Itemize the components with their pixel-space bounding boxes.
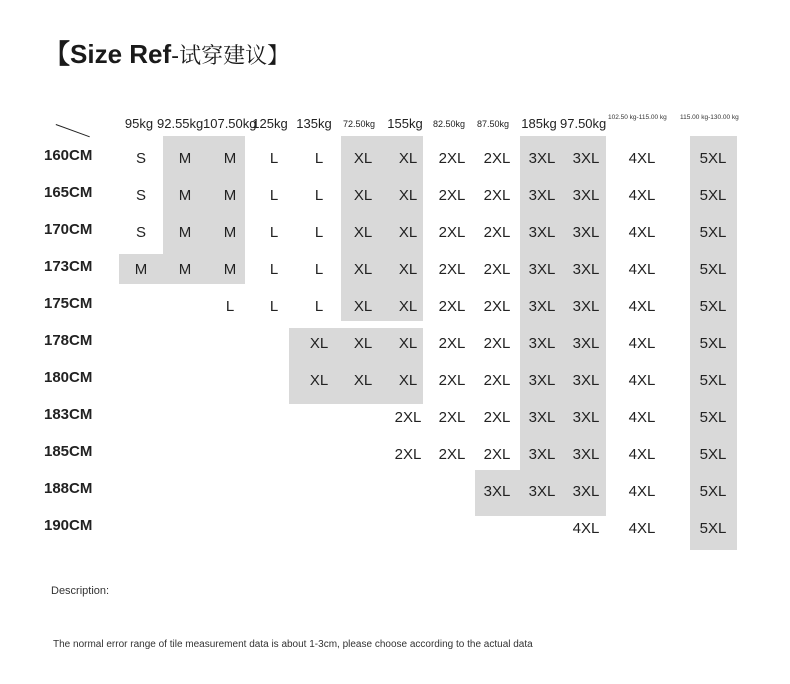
weight-header: 107.50kg bbox=[203, 116, 257, 131]
size-cell: L bbox=[269, 224, 279, 241]
size-cell: M bbox=[134, 261, 148, 278]
size-cell: 2XL bbox=[483, 150, 511, 167]
size-cell: XL bbox=[353, 372, 373, 389]
height-label: 190CM bbox=[44, 517, 93, 534]
size-cell: 3XL bbox=[483, 483, 511, 500]
size-cell: 5XL bbox=[699, 261, 727, 278]
size-cell: XL bbox=[353, 187, 373, 204]
size-cell: 2XL bbox=[483, 409, 511, 426]
size-cell: M bbox=[223, 261, 237, 278]
size-cell: M bbox=[223, 150, 237, 167]
height-label: 185CM bbox=[44, 443, 93, 460]
size-cell: XL bbox=[398, 261, 418, 278]
size-cell: L bbox=[269, 187, 279, 204]
size-cell: 2XL bbox=[483, 335, 511, 352]
weight-header: 95kg bbox=[124, 116, 154, 131]
size-cell: 4XL bbox=[628, 335, 656, 352]
size-cell: L bbox=[314, 261, 324, 278]
size-cell: S bbox=[135, 150, 146, 167]
height-label: 188CM bbox=[44, 480, 93, 497]
size-cell: 3XL bbox=[572, 409, 600, 426]
size-cell: M bbox=[178, 261, 192, 278]
size-cell: 4XL bbox=[628, 372, 656, 389]
size-cell: L bbox=[269, 298, 279, 315]
size-cell: XL bbox=[398, 298, 418, 315]
size-cell: L bbox=[314, 224, 324, 241]
size-cell: 2XL bbox=[394, 409, 422, 426]
size-cell: 3XL bbox=[572, 298, 600, 315]
size-cell: 3XL bbox=[528, 409, 556, 426]
size-cell: 3XL bbox=[528, 483, 556, 500]
size-cell: 2XL bbox=[483, 446, 511, 463]
size-cell: 5XL bbox=[699, 335, 727, 352]
size-cell: L bbox=[314, 298, 324, 315]
size-cell: M bbox=[223, 224, 237, 241]
size-cell: 5XL bbox=[699, 520, 727, 537]
size-cell: S bbox=[135, 187, 146, 204]
weight-header: 72.50kg bbox=[342, 119, 376, 129]
size-cell: 3XL bbox=[572, 187, 600, 204]
size-cell: 3XL bbox=[572, 335, 600, 352]
size-cell: 3XL bbox=[528, 446, 556, 463]
size-cell: 5XL bbox=[699, 224, 727, 241]
weight-header: 97.50kg bbox=[560, 116, 607, 131]
size-cell: L bbox=[269, 150, 279, 167]
size-cell: XL bbox=[309, 372, 329, 389]
size-cell: 3XL bbox=[528, 150, 556, 167]
size-cell: 5XL bbox=[699, 372, 727, 389]
size-cell: 4XL bbox=[628, 483, 656, 500]
size-cell: 3XL bbox=[572, 446, 600, 463]
weight-header: 125kg bbox=[252, 116, 288, 131]
size-cell: 3XL bbox=[572, 261, 600, 278]
size-cell: 4XL bbox=[628, 520, 656, 537]
size-cell: 2XL bbox=[438, 261, 466, 278]
size-cell: 2XL bbox=[483, 372, 511, 389]
size-cell: 2XL bbox=[394, 446, 422, 463]
size-cell: 3XL bbox=[528, 261, 556, 278]
height-label: 160CM bbox=[44, 147, 93, 164]
size-cell: XL bbox=[309, 335, 329, 352]
size-cell: 2XL bbox=[438, 224, 466, 241]
size-cell: 4XL bbox=[628, 446, 656, 463]
size-cell: 2XL bbox=[483, 261, 511, 278]
size-cell: 3XL bbox=[528, 372, 556, 389]
height-label: 178CM bbox=[44, 332, 93, 349]
height-label: 173CM bbox=[44, 258, 93, 275]
size-cell: 3XL bbox=[528, 187, 556, 204]
size-cell: 5XL bbox=[699, 409, 727, 426]
size-cell: M bbox=[178, 187, 192, 204]
size-cell: 3XL bbox=[528, 335, 556, 352]
weight-header: 115.00 kg-130.00 kg bbox=[680, 114, 739, 121]
page-title bbox=[44, 34, 289, 71]
size-cell: XL bbox=[353, 335, 373, 352]
size-cell: L bbox=[225, 298, 235, 315]
size-cell: XL bbox=[353, 298, 373, 315]
weight-header: 82.50kg bbox=[432, 119, 466, 129]
size-cell: 5XL bbox=[699, 298, 727, 315]
title-main: 【Size Ref bbox=[44, 39, 172, 69]
size-cell: 2XL bbox=[483, 224, 511, 241]
title-suffix: -试穿建议】 bbox=[171, 44, 290, 69]
size-cell: 2XL bbox=[483, 298, 511, 315]
size-cell: 3XL bbox=[572, 224, 600, 241]
table-corner-divider bbox=[56, 124, 90, 137]
weight-header: 87.50kg bbox=[476, 119, 510, 129]
size-cell: XL bbox=[353, 150, 373, 167]
size-cell: XL bbox=[398, 372, 418, 389]
description-label: Description: bbox=[51, 585, 110, 597]
weight-header: 185kg bbox=[521, 116, 557, 131]
size-cell: M bbox=[223, 187, 237, 204]
size-cell: 2XL bbox=[483, 187, 511, 204]
size-cell: 2XL bbox=[438, 446, 466, 463]
size-cell: 5XL bbox=[699, 187, 727, 204]
size-cell: M bbox=[178, 150, 192, 167]
weight-header: 92.55kg bbox=[157, 116, 204, 131]
size-cell: 3XL bbox=[572, 483, 600, 500]
size-cell: 4XL bbox=[628, 187, 656, 204]
size-cell: XL bbox=[398, 335, 418, 352]
size-cell: 5XL bbox=[699, 150, 727, 167]
size-cell: 2XL bbox=[438, 372, 466, 389]
size-cell: 4XL bbox=[628, 261, 656, 278]
size-cell: 4XL bbox=[628, 224, 656, 241]
size-cell: 3XL bbox=[572, 150, 600, 167]
size-cell: XL bbox=[398, 187, 418, 204]
size-cell: M bbox=[178, 224, 192, 241]
size-cell: 5XL bbox=[699, 483, 727, 500]
measurement-note: The normal error range of tile measurement data is about 1-3cm, please choose according to the actual data bbox=[53, 639, 533, 650]
weight-header: 135kg bbox=[296, 116, 332, 131]
size-cell: 2XL bbox=[438, 187, 466, 204]
size-cell: S bbox=[135, 224, 146, 241]
size-cell: XL bbox=[398, 150, 418, 167]
size-cell: 2XL bbox=[438, 298, 466, 315]
size-cell: 4XL bbox=[628, 409, 656, 426]
size-cell: XL bbox=[398, 224, 418, 241]
size-cell: 4XL bbox=[628, 150, 656, 167]
size-cell: 5XL bbox=[699, 446, 727, 463]
size-cell: 4XL bbox=[628, 298, 656, 315]
size-cell: 2XL bbox=[438, 150, 466, 167]
size-cell: 2XL bbox=[438, 335, 466, 352]
size-cell: XL bbox=[353, 261, 373, 278]
height-label: 180CM bbox=[44, 369, 93, 386]
height-label: 183CM bbox=[44, 406, 93, 423]
size-cell: XL bbox=[353, 224, 373, 241]
size-cell: L bbox=[314, 150, 324, 167]
height-label: 170CM bbox=[44, 221, 93, 238]
size-cell: L bbox=[314, 187, 324, 204]
size-cell: 4XL bbox=[572, 520, 600, 537]
height-label: 175CM bbox=[44, 295, 93, 312]
size-cell: 2XL bbox=[438, 409, 466, 426]
size-cell: 3XL bbox=[528, 224, 556, 241]
weight-header: 155kg bbox=[387, 116, 423, 131]
size-cell: 3XL bbox=[528, 298, 556, 315]
size-cell: L bbox=[269, 261, 279, 278]
size-cell: 3XL bbox=[572, 372, 600, 389]
weight-header: 102.50 kg-115.00 kg bbox=[608, 114, 667, 121]
height-label: 165CM bbox=[44, 184, 93, 201]
